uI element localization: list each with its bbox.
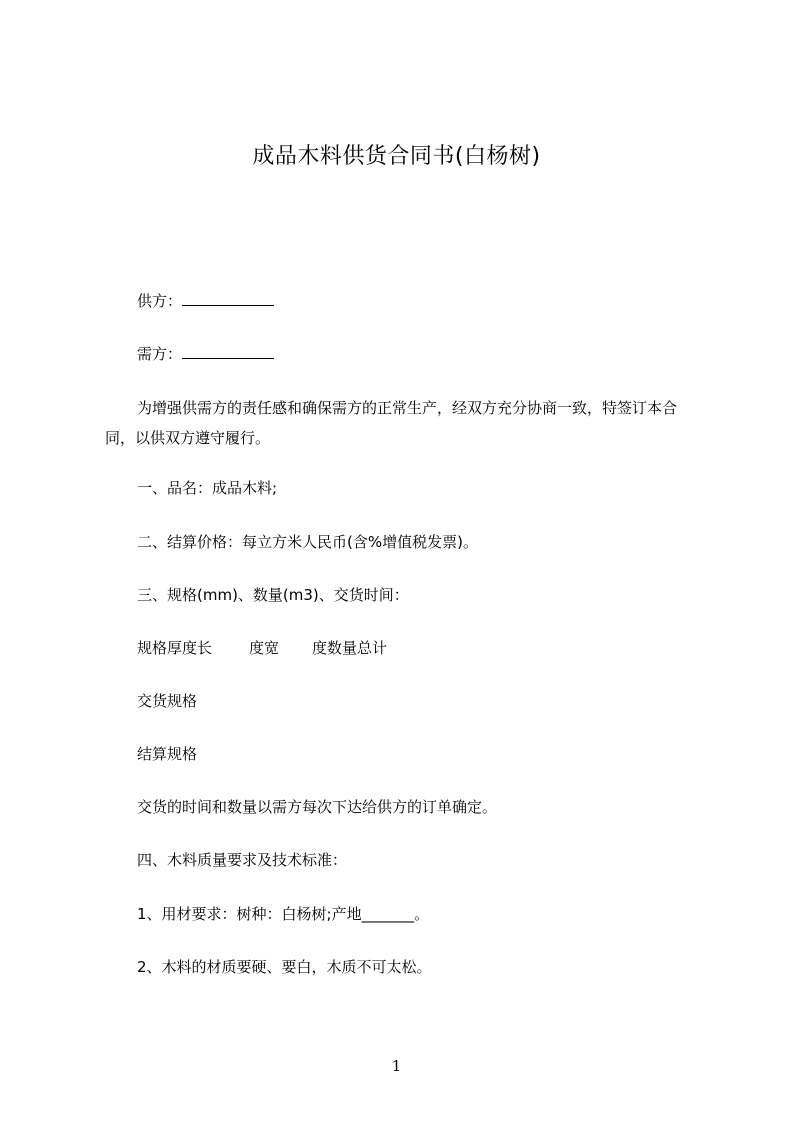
buyer-line xyxy=(137,343,274,364)
supplier-line xyxy=(137,290,274,311)
requirement-1-end: 。 xyxy=(414,905,430,923)
requirement-2: 2、木料的材质要硬、要白，木质不可太松。 xyxy=(137,958,432,976)
spec-col-1: 规格厚度长 xyxy=(137,639,213,657)
settlement-spec-row: 结算规格 xyxy=(137,745,198,763)
document-title: 成品木料供货合同书(白杨树) xyxy=(252,144,541,169)
spec-col-2: 度宽 xyxy=(249,639,280,657)
buyer-label: 需方： xyxy=(137,345,183,363)
supplier-blank xyxy=(182,290,274,306)
intro-paragraph xyxy=(105,393,705,453)
spec-header-row xyxy=(137,638,387,658)
clause-item-2: 二、结算价格：每立方米人民币(含%增值税发票)。 xyxy=(137,533,478,551)
spec-col-3: 度数量总计 xyxy=(312,639,388,657)
intro-text: 为增强供需方的责任感和确保需方的正常生产，经双方充分协商一致，特签订本合同，以供双方遵守履行。 xyxy=(105,399,678,447)
requirement-1 xyxy=(137,904,429,924)
buyer-blank xyxy=(182,343,274,359)
requirement-1-text: 1、用材要求：树种：白杨树;产地 xyxy=(137,905,362,923)
clause-item-1: 一、品名：成品木料; xyxy=(137,479,278,497)
clause-item-3: 三、规格(mm)、数量(m3)、交货时间： xyxy=(137,586,409,604)
supplier-label: 供方： xyxy=(137,292,183,310)
clause-item-4: 四、木料质量要求及技术标准： xyxy=(137,851,348,869)
delivery-note: 交货的时间和数量以需方每次下达给供方的订单确定。 xyxy=(137,798,498,816)
delivery-spec-row: 交货规格 xyxy=(137,692,198,710)
page-number: 1 xyxy=(391,1057,402,1075)
origin-blank: _______ xyxy=(361,905,415,923)
